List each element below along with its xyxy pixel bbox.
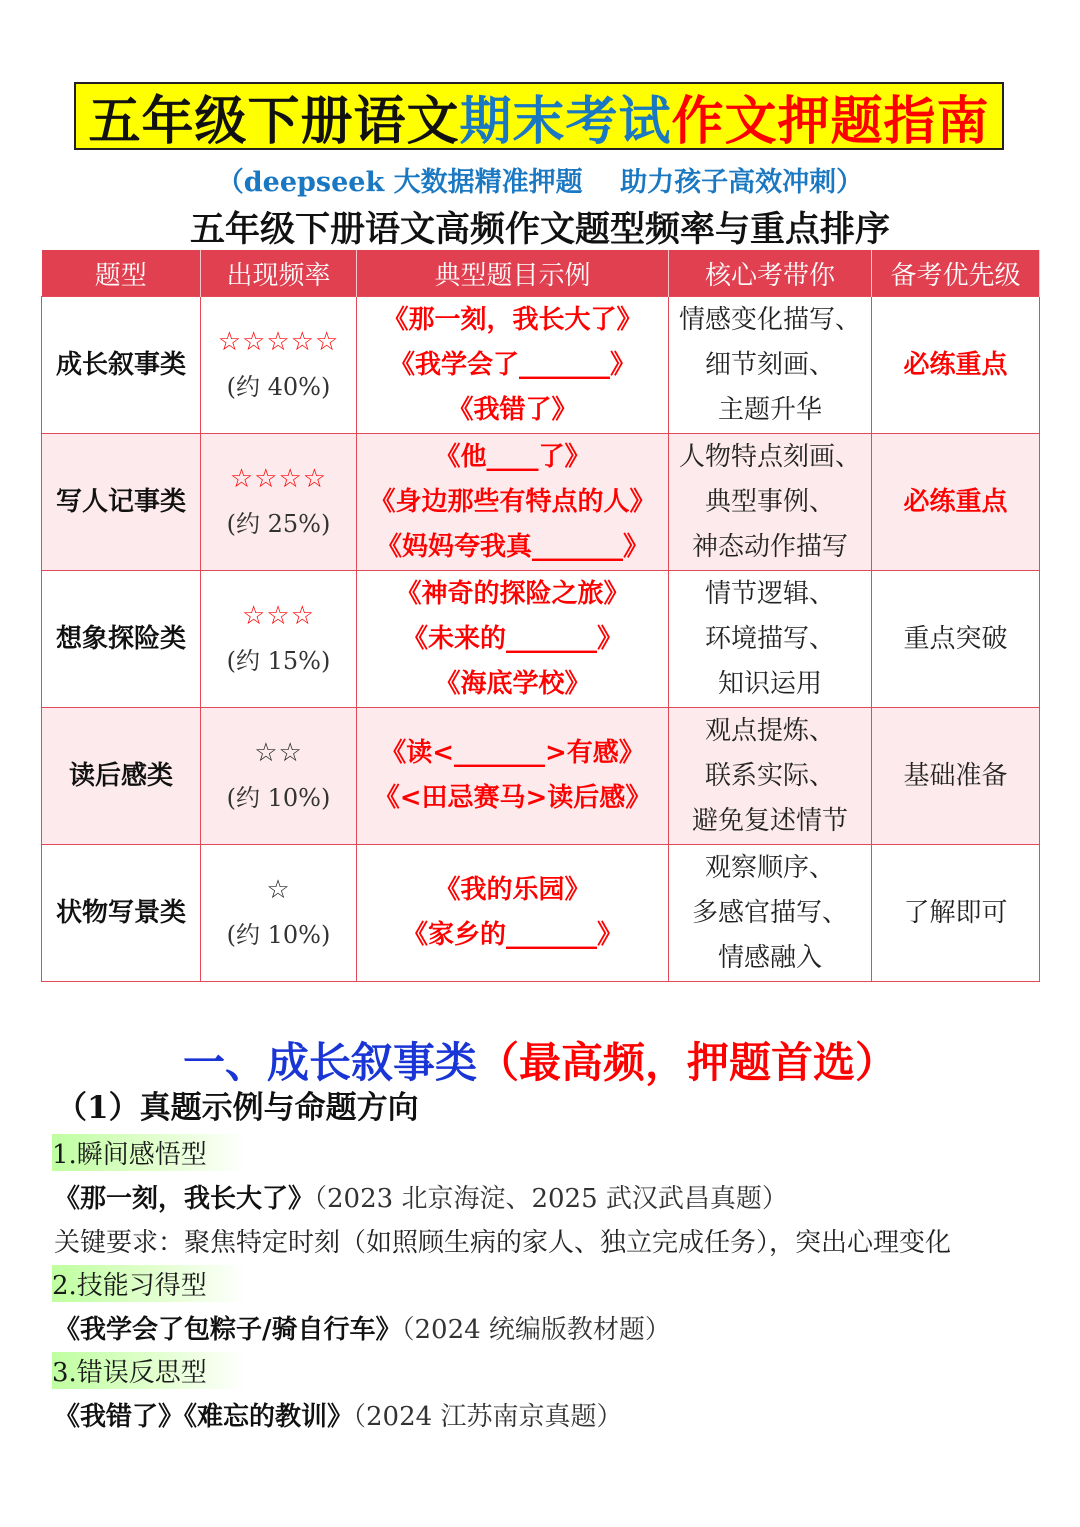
core-point: 环境描写、	[704, 623, 835, 654]
row-type: 想象探险类	[42, 571, 201, 708]
example-title: 《我学会了_______》	[388, 349, 636, 380]
row-core	[669, 708, 872, 845]
title-part-1: 五年级下册语文	[88, 91, 460, 152]
header-priority: 备考优先级	[872, 250, 1040, 297]
row-frequency	[201, 297, 357, 434]
frequency-percent: (约 10%)	[226, 784, 331, 812]
table-header-row	[42, 250, 1040, 297]
example-essay-title: 《我学会了包粽子/骑自行车》	[54, 1315, 402, 1345]
row-core	[669, 297, 872, 434]
row-core	[669, 845, 872, 982]
header-core: 核心考带你	[669, 250, 872, 297]
row-type: 写人记事类	[42, 434, 201, 571]
example-line	[54, 1396, 622, 1433]
row-type: 读后感类	[42, 708, 201, 845]
subtitle: （deepseek 大数据精准押题 助力孩子高效冲刺）	[216, 167, 864, 198]
example-source: （2023 北京海淀、2025 武汉武昌真题）	[314, 1184, 788, 1214]
core-point: 联系实际、	[704, 760, 835, 791]
example-title: 《家乡的_______》	[401, 920, 623, 950]
frequency-percent: (约 15%)	[226, 647, 331, 675]
example-source: （2024 江苏南京真题）	[353, 1402, 623, 1432]
row-priority: 基础准备	[872, 708, 1040, 845]
page-title	[74, 82, 1004, 150]
section-title-main: 一、成长叙事类	[182, 1038, 477, 1087]
row-type: 成长叙事类	[42, 297, 201, 434]
header-frequency: 出现频率	[201, 250, 357, 297]
core-point: 细节刻画、	[704, 349, 835, 380]
table-heading: 五年级下册语文高频作文题型频率与重点排序	[189, 209, 890, 250]
category-label: 1.瞬间感悟型	[52, 1134, 247, 1171]
example-title: 《妈妈夸我真_______》	[375, 531, 649, 562]
row-frequency	[201, 571, 357, 708]
star-rating-icon: ☆☆☆☆	[229, 464, 328, 494]
core-point: 主题升华	[717, 394, 822, 425]
title-part-2: 期末考试	[459, 91, 672, 152]
example-line	[54, 1178, 788, 1215]
core-point: 观点提炼、	[704, 715, 835, 746]
example-essay-title: 《那一刻，我长大了》	[54, 1184, 315, 1214]
example-title: 《读<_______>有感》	[380, 738, 645, 768]
header-examples: 典型题目示例	[357, 250, 669, 297]
row-examples	[357, 434, 669, 571]
frequency-percent: (约 40%)	[226, 373, 331, 401]
section-title-note: （最高频，押题首选）	[477, 1038, 898, 1087]
row-type: 状物写景类	[42, 845, 201, 982]
example-essay-title: 《我错了》《难忘的教训》	[54, 1402, 354, 1432]
row-priority: 了解即可	[872, 845, 1040, 982]
row-priority: 必练重点	[872, 434, 1040, 571]
star-rating-icon: ☆☆☆☆☆	[217, 327, 340, 357]
row-core	[669, 434, 872, 571]
example-title: 《我错了》	[447, 394, 578, 425]
table-row	[42, 708, 1040, 845]
star-rating-icon: ☆☆	[254, 738, 303, 768]
row-examples	[357, 708, 669, 845]
table-row	[42, 297, 1040, 434]
frequency-percent: (约 25%)	[226, 510, 331, 538]
frequency-table	[41, 250, 1040, 982]
row-frequency	[201, 434, 357, 571]
example-title: 《海底学校》	[434, 668, 591, 699]
requirement-line: 关键要求：聚焦特定时刻（如照顾生病的家人、独立完成任务），突出心理变化	[54, 1228, 952, 1258]
core-point: 神态动作描写	[691, 531, 848, 562]
core-point: 情节逻辑、	[704, 578, 835, 609]
row-examples	[357, 845, 669, 982]
row-examples	[357, 297, 669, 434]
core-point: 知识运用	[717, 668, 822, 699]
category-label: 2.技能习得型	[52, 1265, 247, 1302]
row-examples	[357, 571, 669, 708]
title-part-3: 作文押题指南	[671, 91, 990, 152]
example-title: 《他____了》	[434, 441, 591, 472]
row-core	[669, 571, 872, 708]
star-rating-icon: ☆☆☆	[242, 601, 315, 631]
example-title: 《我的乐园》	[434, 875, 591, 905]
core-point: 情感融入	[717, 942, 822, 973]
star-rating-icon: ☆	[266, 875, 291, 905]
table-row	[42, 571, 1040, 708]
example-title: 《身边那些有特点的人》	[369, 486, 656, 517]
row-frequency	[201, 845, 357, 982]
example-source: （2024 统编版教材题）	[401, 1315, 671, 1345]
row-frequency	[201, 708, 357, 845]
table-row	[42, 434, 1040, 571]
core-point: 情感变化描写、	[678, 304, 861, 335]
example-title: 《那一刻，我长大了》	[382, 304, 643, 335]
core-point: 多感官描写、	[691, 897, 848, 928]
header-type: 题型	[42, 250, 201, 297]
example-line	[54, 1309, 671, 1346]
example-title: 《未来的_______》	[401, 623, 623, 654]
table-row	[42, 845, 1040, 982]
core-point: 避免复述情节	[691, 805, 848, 836]
example-title: 《<田忌赛马>读后感》	[373, 783, 652, 813]
category-label: 3.错误反思型	[52, 1352, 247, 1389]
row-priority: 必练重点	[872, 297, 1040, 434]
section-subheading: （1）真题示例与命题方向	[56, 1090, 419, 1126]
core-point: 典型事例、	[704, 486, 835, 517]
core-point: 人物特点刻画、	[678, 441, 861, 472]
frequency-percent: (约 10%)	[226, 921, 331, 949]
section-title	[0, 1030, 1080, 1090]
row-priority: 重点突破	[872, 571, 1040, 708]
example-title: 《神奇的探险之旅》	[395, 578, 630, 609]
core-point: 观察顺序、	[704, 852, 835, 883]
